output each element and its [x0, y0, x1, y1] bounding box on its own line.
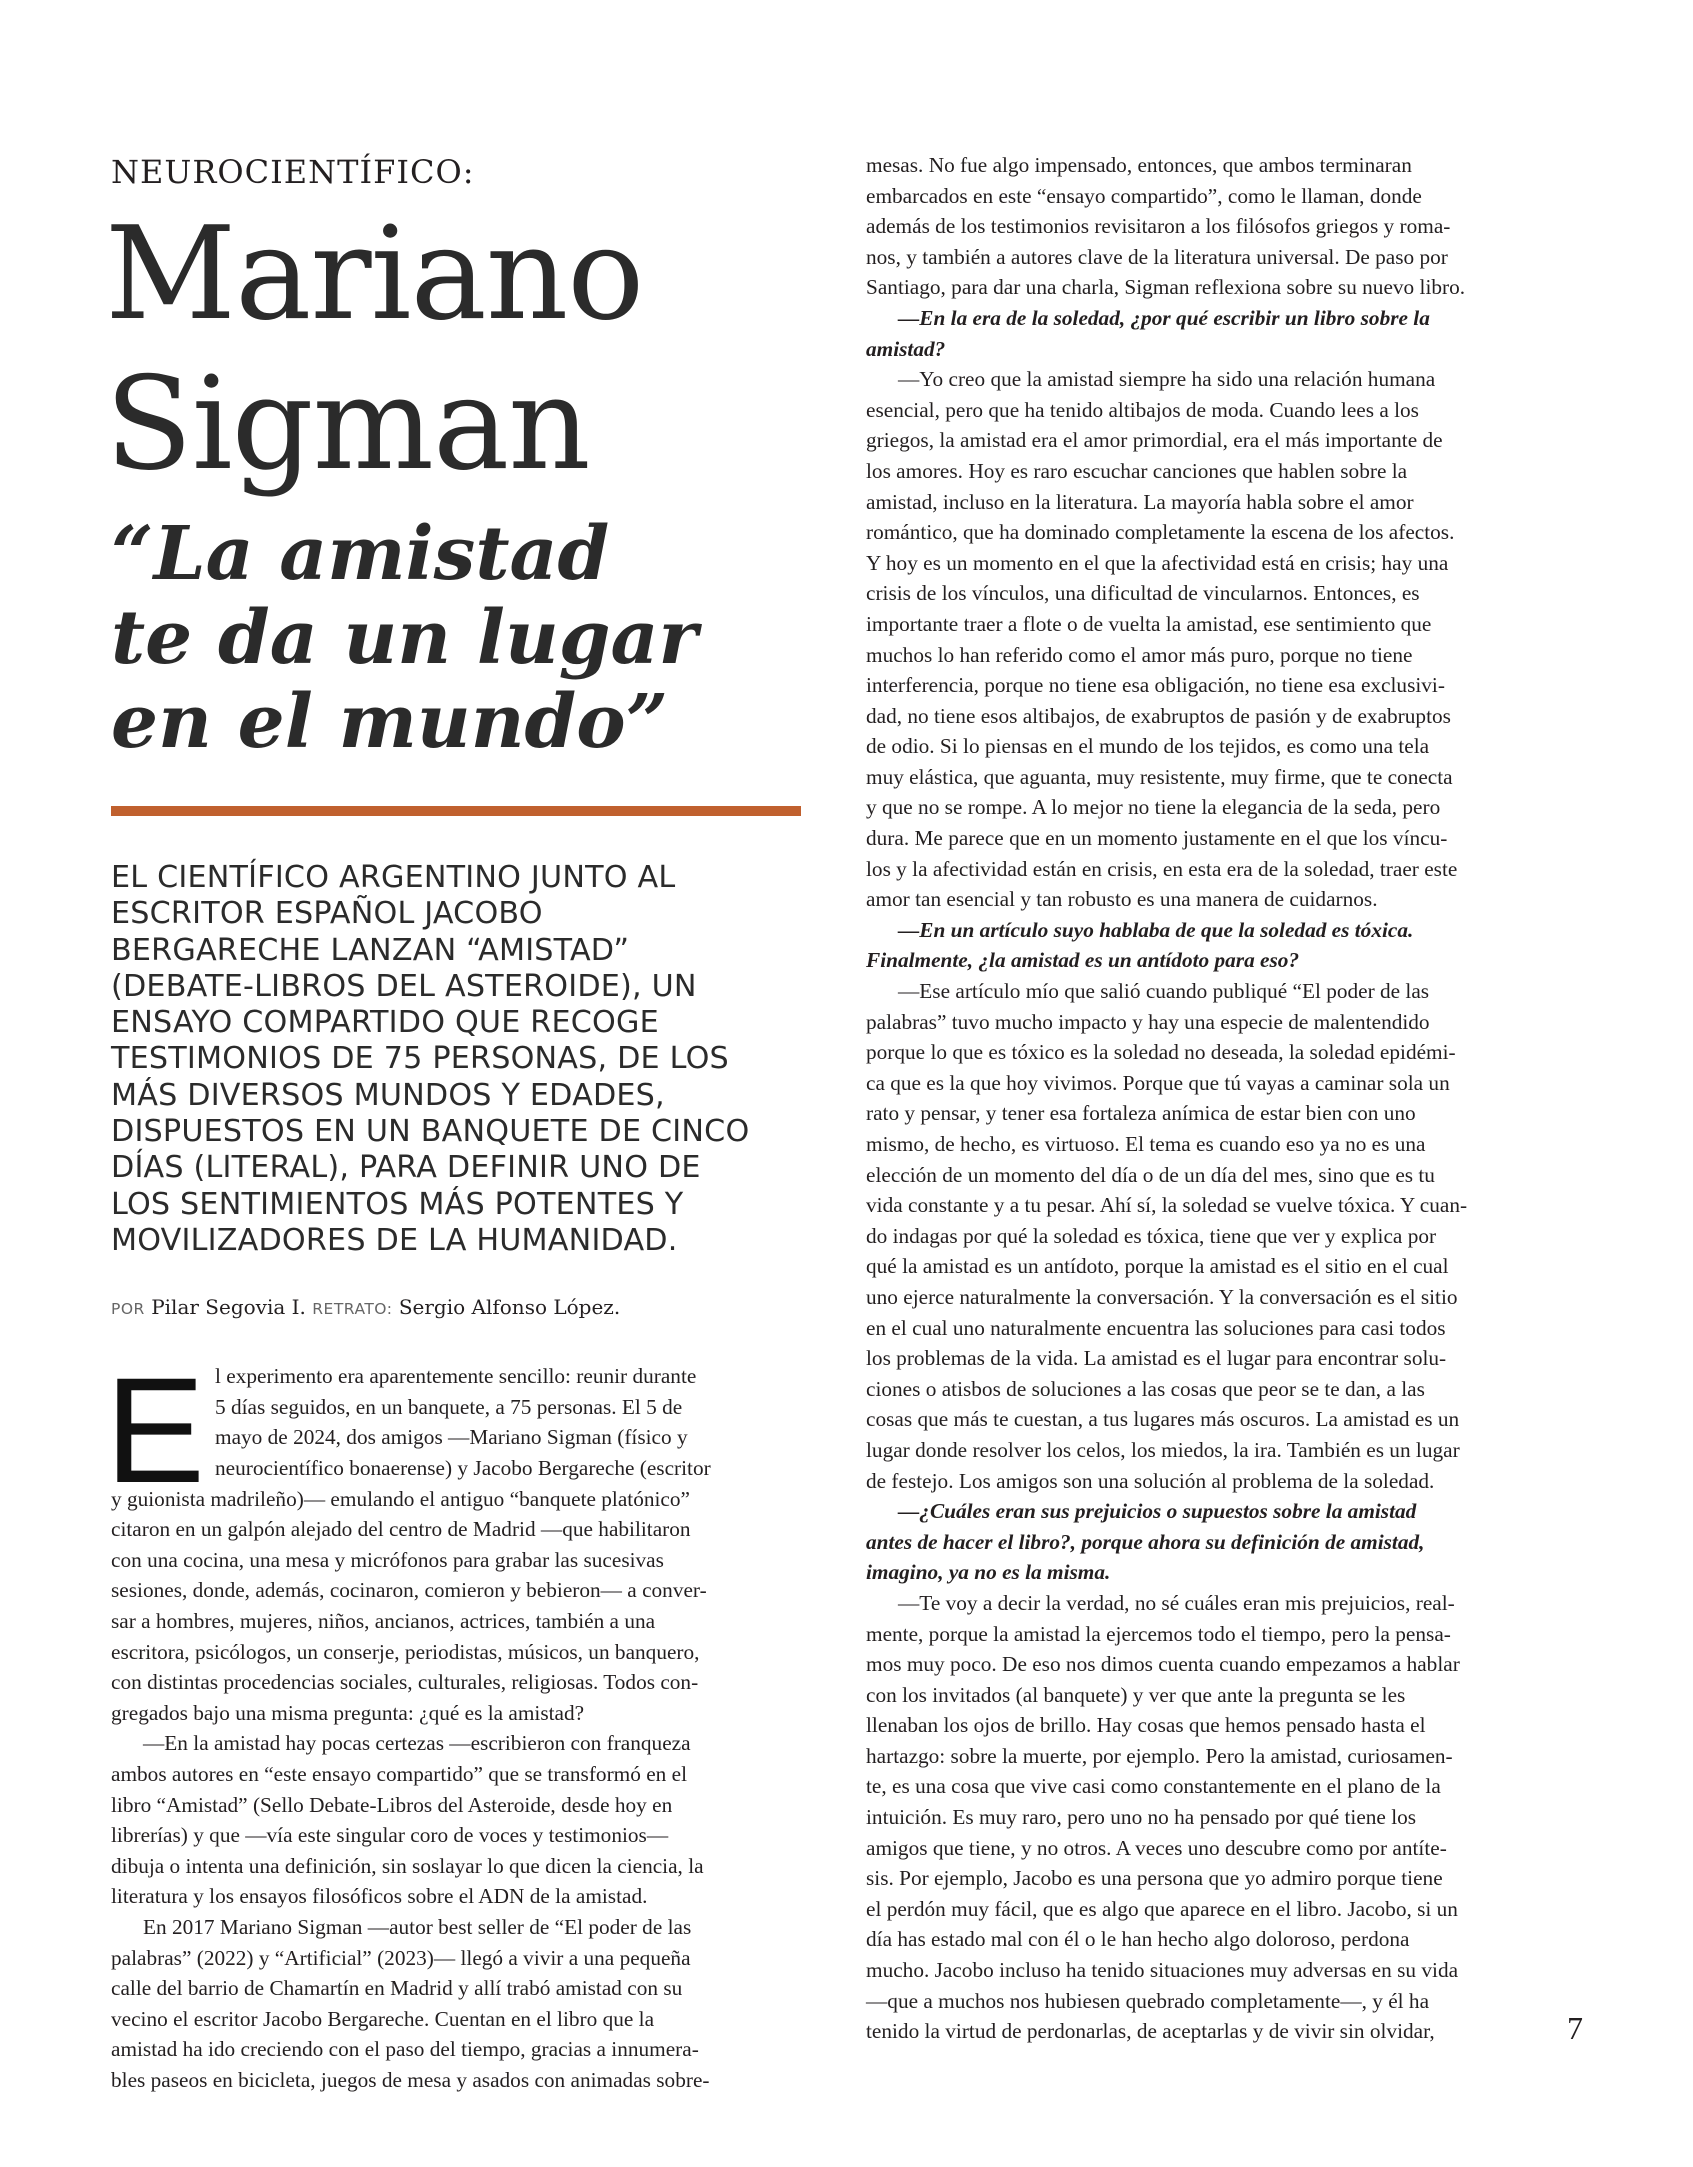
interview-question-line: imagino, ya no es la misma.: [866, 1560, 1111, 1585]
body-text-line: nos, y también a autores clave de la literatura universal. De paso por: [866, 244, 1448, 269]
byline-author: Pilar Segovia I.: [151, 1295, 306, 1320]
body-text-line: amistad ha ido creciendo con el paso del tiempo, gracias a innumera-: [111, 2037, 699, 2062]
body-text-line: En 2017 Mariano Sigman —autor best seller de “El poder de las: [143, 1914, 692, 1939]
headline-quote-line: en el mundo”: [111, 679, 669, 765]
body-text-line: esencial, pero que ha tenido altibajos de moda. Cuando lees a los: [866, 397, 1419, 422]
body-text-line: vida constante y a tu pesar. Ahí sí, la soledad se vuelve tóxica. Y cuan-: [866, 1193, 1468, 1218]
accent-rule: [111, 806, 801, 816]
right-column: [866, 150, 1582, 2047]
headline-quote: [111, 512, 829, 764]
body-text-line: libro “Amistad” (Sello Debate-Libros del Asteroide, desde hoy en: [111, 1792, 673, 1817]
page-number: 7: [1567, 2010, 1583, 2046]
body-text-line: te, es una cosa que vive casi como constantemente en el plano de la: [866, 1774, 1441, 1799]
body-text-line: además de los testimonios revisitaron a los filósofos griegos y roma-: [866, 214, 1451, 239]
body-text-line: amistad, incluso en la literatura. La mayoría habla sobre el amor: [866, 489, 1414, 514]
body-text-line: 5 días seguidos, en un banquete, a 75 personas. El 5 de: [215, 1394, 683, 1419]
deck-line: ENSAYO COMPARTIDO QUE RECOGE: [111, 1005, 659, 1041]
body-text-line: embarcados en este “ensayo compartido”, como le llaman, donde: [866, 183, 1422, 208]
drop-cap: E: [105, 1346, 206, 1515]
body-text-line: mismo, de hecho, es virtuoso. El tema es cuando eso ya no es una: [866, 1132, 1426, 1156]
body-text-line: los amores. Hoy es raro escuchar canciones que hablen sobre la: [866, 458, 1408, 483]
interview-question-line: amistad?: [866, 336, 946, 361]
body-text-line: y guionista madrileño)— emulando el antiguo “banquete platónico”: [111, 1486, 690, 1511]
body-text-line: mesas. No fue algo impensado, entonces, que ambos terminaran: [866, 153, 1412, 177]
deck-line: BERGARECHE LANZAN “AMISTAD”: [111, 932, 630, 968]
body-text-line: cosas que más te cuestan, a tus lugares más oscuros. La amistad es un: [866, 1407, 1460, 1432]
body-text-line: ca que es la que hoy vivimos. Porque que tú vayas a caminar sola un: [866, 1070, 1450, 1095]
deck-line: MOVILIZADORES DE LA HUMANIDAD.: [111, 1222, 678, 1258]
body-text-line: elección de un momento del día o de un día del mes, sino que es tu: [866, 1162, 1435, 1187]
body-text-line: muchos lo han referido como el amor más puro, porque no tiene: [866, 642, 1413, 667]
body-text-line: vecino el escritor Jacobo Bergareche. Cuentan en el libro que la: [111, 2006, 655, 2031]
headline-name-line: Sigman: [105, 350, 590, 499]
body-text-line: muy elástica, que aguanta, muy resistente, muy firme, que te conecta: [866, 764, 1453, 789]
body-text-line: l experimento era aparentemente sencillo: reunir durante: [215, 1364, 697, 1389]
body-text-line: sar a hombres, mujeres, niños, ancianos, actrices, también a una: [111, 1609, 656, 1634]
headline-name-line: Mariano: [105, 200, 644, 349]
body-text-line: amigos que tiene, y no otros. A veces uno descubre como por antíte-: [866, 1835, 1447, 1860]
body-text-line: interferencia, porque no tiene esa obligación, no tiene esa exclusivi-: [866, 673, 1445, 698]
left-column: [105, 150, 829, 2096]
body-text-line: —Te voy a decir la verdad, no sé cuáles eran mis prejuicios, real-: [898, 1590, 1455, 1615]
body-text-line: de festejo. Los amigos son una solución al problema de la soledad.: [866, 1468, 1435, 1493]
byline-photographer: Sergio Alfonso López.: [398, 1295, 621, 1320]
deck-line: LOS SENTIMIENTOS MÁS POTENTES Y: [111, 1186, 684, 1222]
body-text-line: palabras” (2022) y “Artificial” (2023)— llegó a vivir a una pequeña: [111, 1945, 691, 1970]
body-text-line: lugar donde resolver los celos, los miedos, la ira. También es un lugar: [866, 1437, 1460, 1462]
body-text-line: neurocientífico bonaerense) y Jacobo Bergareche (escritor: [215, 1456, 711, 1481]
body-text-line: Santiago, para dar una charla, Sigman reflexiona sobre su nuevo libro.: [866, 275, 1466, 300]
body-text-line: importante traer a flote o de vuelta la amistad, ese sentimiento que: [866, 611, 1432, 636]
body-text-line: —Yo creo que la amistad siempre ha sido una relación humana: [898, 367, 1436, 392]
body-text-line: mente, porque la amistad la ejercemos todo el tiempo, pero la pensa-: [866, 1621, 1451, 1646]
body-text-line: —Ese artículo mío que salió cuando publiqué “El poder de las: [898, 979, 1430, 1004]
kicker: NEUROCIENTÍFICO:: [111, 153, 475, 191]
body-text-line: hartazgo: sobre la muerte, por ejemplo. Pero la amistad, curiosamen-: [866, 1743, 1453, 1768]
body-text-line: con una cocina, una mesa y micrófonos para grabar las sucesivas: [111, 1547, 664, 1572]
body-text-line: do indagas por qué la soledad es tóxica, tiene que ver y explica por: [866, 1223, 1437, 1248]
body-text-line: mucho. Jacobo incluso ha tenido situaciones muy adversas en su vida: [866, 1958, 1459, 1983]
deck-line: MÁS DIVERSOS MUNDOS Y EDADES,: [111, 1077, 665, 1113]
headline-name: [105, 200, 829, 500]
interview-question-line: —En un artículo suyo hablaba de que la soledad es tóxica.: [898, 917, 1414, 942]
body-text-line: los problemas de la vida. La amistad es el lugar para encontrar solu-: [866, 1346, 1447, 1371]
body-text-line: Y hoy es un momento en el que la afectividad está en crisis; hay una: [866, 550, 1449, 575]
body-text-line: rato y pensar, y tener esa fortaleza anímica de estar bien con uno: [866, 1101, 1416, 1126]
interview-question-line: —En la era de la soledad, ¿por qué escribir un libro sobre la: [898, 305, 1430, 330]
body-text-line: calle del barrio de Chamartín en Madrid y allí trabó amistad con su: [111, 1976, 683, 2001]
body-text-line: qué la amistad es un antídoto, porque la amistad es el sitio en el cual: [866, 1254, 1449, 1279]
deck-line: EL CIENTÍFICO ARGENTINO JUNTO AL: [111, 860, 676, 895]
headline-quote-line: “La amistad: [111, 511, 610, 597]
byline-por-label: POR: [111, 1300, 145, 1319]
body-text-line: sesiones, donde, además, cocinaron, comieron y bebieron— a conver-: [111, 1578, 707, 1603]
body-text-line: romántico, que ha dominado completamente la escena de los afectos.: [866, 520, 1455, 545]
body-text-line: con los invitados (al banquete) y ver que ante la pregunta se les: [866, 1682, 1406, 1707]
body-text-line: sis. Por ejemplo, Jacobo es una persona que yo admiro porque tiene: [866, 1866, 1443, 1891]
body-text-line: con distintas procedencias sociales, culturales, religiosas. Todos con-: [111, 1670, 699, 1695]
interview-question-line: Finalmente, ¿la amistad es un antídoto para eso?: [866, 948, 1300, 973]
body-text-line: ambos autores en “este ensayo compartido” que se transformó en el: [111, 1761, 687, 1786]
body-text-line: amor tan esencial y tan robusto es una manera de cuidarnos.: [866, 887, 1378, 912]
body-text-line: día has estado mal con él o le han hecho algo doloroso, perdona: [866, 1927, 1410, 1952]
body-text-line: en el cual uno naturalmente encuentra las soluciones para casi todos: [866, 1315, 1446, 1340]
article-body-left: [105, 1346, 829, 2095]
body-text-line: intuición. Es muy raro, pero uno no ha pensado por qué tiene los: [866, 1805, 1417, 1830]
deck-line: (DEBATE-LIBROS DEL ASTEROIDE), UN: [111, 968, 697, 1004]
body-text-line: escritora, psicólogos, un conserje, periodistas, músicos, un banquero,: [111, 1639, 700, 1664]
interview-question-line: antes de hacer el libro?, porque ahora su definición de amistad,: [866, 1529, 1425, 1554]
body-text-line: librerías) y que —vía este singular coro de voces y testimonios—: [111, 1823, 669, 1848]
body-text-line: uno ejerce naturalmente la conversación. Y la conversación es el sitio: [866, 1284, 1458, 1309]
body-text-line: griegos, la amistad era el amor primordial, era el más importante de: [866, 428, 1443, 453]
body-text-line: porque lo que es tóxico es la soledad no deseada, la soledad epidémi-: [866, 1040, 1456, 1065]
body-text-line: llenaban los ojos de brillo. Hay cosas que hemos pensado hasta el: [866, 1713, 1426, 1738]
article-body-right: [866, 150, 1582, 2047]
body-text-line: ciones o atisbos de soluciones a las cosas que peor se te dan, a las: [866, 1376, 1425, 1401]
body-text-line: de odio. Si lo piensas en el mundo de los tejidos, es como una tela: [866, 734, 1430, 759]
body-text-line: bles paseos en bicicleta, juegos de mesa y asados con animadas sobre-: [111, 2067, 710, 2092]
byline-retrato-label: RETRATO:: [312, 1300, 393, 1319]
body-text-line: dibuja o intenta una definición, sin soslayar lo que dicen la ciencia, la: [111, 1853, 704, 1878]
body-text-line: palabras” tuvo mucho impacto y hay una especie de malentendido: [866, 1009, 1430, 1034]
body-text-line: el perdón muy fácil, que es algo que aparece en el libro. Jacobo, si un: [866, 1896, 1458, 1921]
body-text-line: mos muy poco. De eso nos dimos cuenta cuando empezamos a hablar: [866, 1652, 1460, 1677]
body-text-line: gregados bajo una misma pregunta: ¿qué es la amistad?: [111, 1700, 585, 1725]
body-text-line: —que a muchos nos hubiesen quebrado completamente—, y él ha: [866, 1988, 1430, 2013]
deck-line: DISPUESTOS EN UN BANQUETE DE CINCO: [111, 1114, 750, 1150]
body-text-line: citaron en un galpón alejado del centro de Madrid —que habilitaron: [111, 1517, 691, 1542]
byline: [111, 1293, 829, 1323]
body-text-line: —En la amistad hay pocas certezas —escribieron con franqueza: [143, 1731, 691, 1756]
body-text-line: dura. Me parece que en un momento justamente en el que los víncu-: [866, 826, 1448, 851]
body-text-line: crisis de los vínculos, una dificultad de vincularnos. Entonces, es: [866, 581, 1420, 606]
interview-question-line: —¿Cuáles eran sus prejuicios o supuestos sobre la amistad: [898, 1499, 1417, 1524]
body-text-line: mayo de 2024, dos amigos —Mariano Sigman (físico y: [215, 1425, 688, 1450]
body-text-line: tenido la virtud de perdonarlas, de aceptarlas y de vivir sin olvidar,: [866, 2019, 1435, 2044]
body-text-line: dad, no tiene esos altibajos, de exabruptos de pasión y de exabruptos: [866, 703, 1451, 728]
deck-line: DÍAS (LITERAL), PARA DEFINIR UNO DE: [111, 1150, 701, 1186]
deck-line: ESCRITOR ESPAÑOL JACOBO: [111, 896, 543, 932]
headline-quote-line: te da un lugar: [111, 595, 698, 681]
deck-summary: [111, 860, 829, 1259]
body-text-line: los y la afectividad están en crisis, en esta era de la soledad, traer este: [866, 856, 1458, 881]
deck-line: TESTIMONIOS DE 75 PERSONAS, DE LOS: [111, 1041, 729, 1077]
body-text-line: y que no se rompe. A lo mejor no tiene la elegancia de la seda, pero: [866, 795, 1441, 820]
body-text-line: literatura y los ensayos filosóficos sobre el ADN de la amistad.: [111, 1884, 648, 1909]
